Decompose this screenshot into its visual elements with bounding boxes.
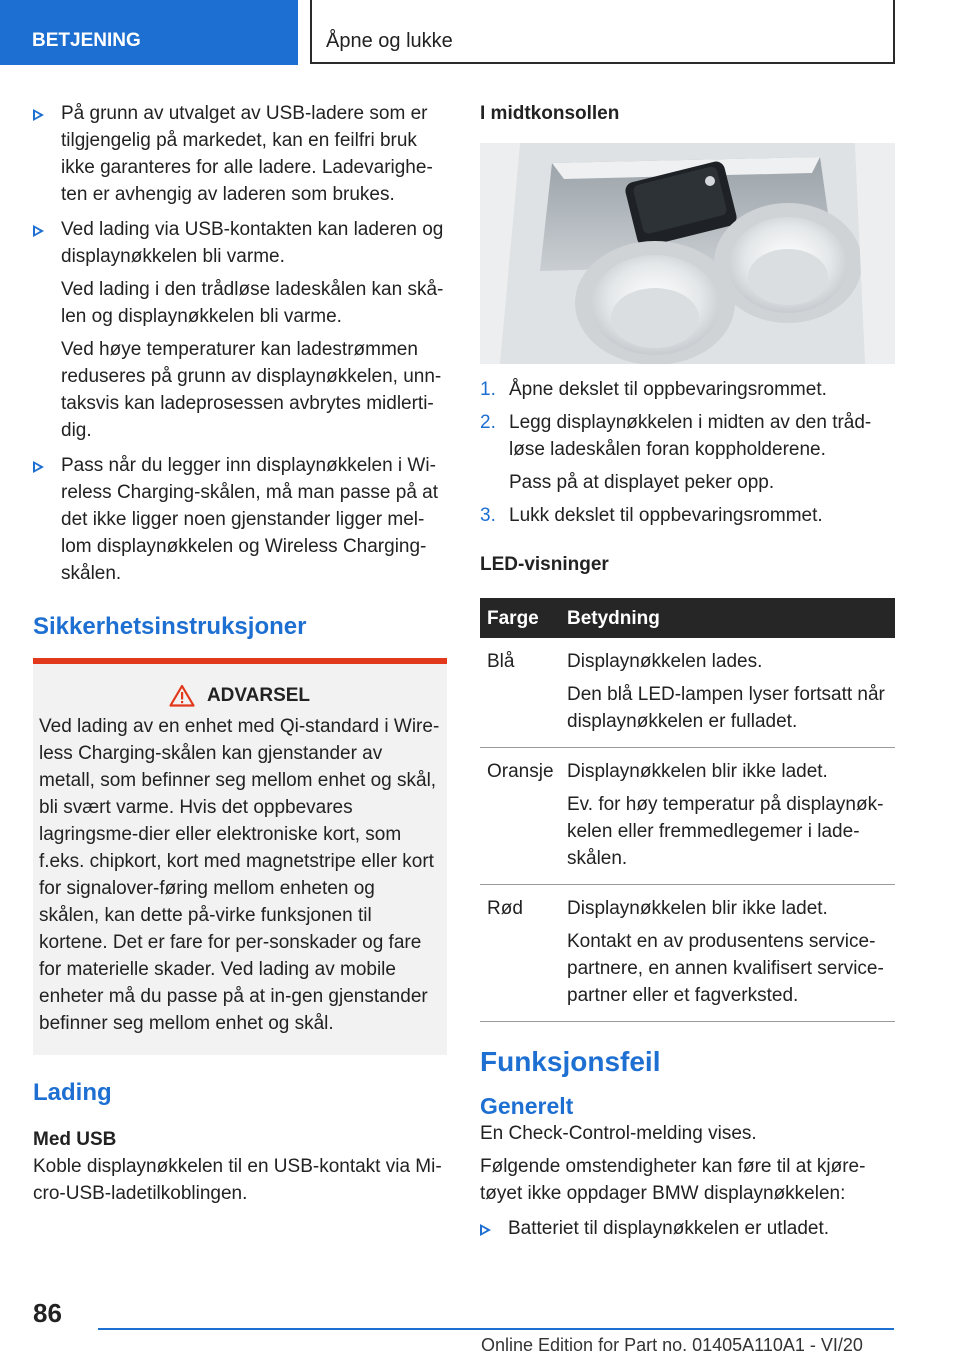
led-heading: LED-visninger — [480, 554, 609, 575]
console-heading: I midtkonsollen — [480, 103, 620, 124]
triangle-bullet-icon — [33, 109, 44, 121]
left-column — [33, 100, 447, 1211]
list-item — [33, 452, 447, 587]
list-item — [480, 1215, 895, 1242]
steps-list — [480, 376, 895, 529]
warning-triangle-icon — [169, 684, 195, 707]
page-number: 86 — [33, 1298, 62, 1328]
sub-paragraph: Ved høye temperaturer kan ladestrømmen reduseres på grunn av displaynøkkelen, unn-taksvis kan ladeprosessen avbrytes midlerti-dig. — [61, 339, 442, 441]
malfunction-heading: Funksjonsfeil — [480, 1046, 661, 1077]
triangle-bullet-icon — [33, 225, 44, 237]
table-header-color: Farge — [480, 598, 567, 638]
list-item — [33, 100, 447, 208]
center-console-photo — [480, 143, 895, 364]
page-title: Åpne og lukke — [310, 0, 895, 64]
table-row: Oransje Displaynøkkelen blir ikke ladet. Ev. for høy temperatur på displaynøk-kelen eller fremmedlegemer i lade-skålen. — [480, 748, 895, 885]
general-text-1: En Check-Control-melding vises. — [480, 1123, 757, 1144]
list-item-text: På grunn av utvalget av USB-ladere som er tilgjengelig på markedet, kan en feilfri bruk ikke garanteres for alle ladere. Ladevarighe-ten er avhengig av laderen som brukes. — [61, 103, 433, 205]
list-item-text: Ved lading via USB-kontakten kan laderen og displaynøkkelen bli varme. — [61, 219, 444, 267]
section-label: BETJENING — [0, 0, 298, 65]
step-note: Pass på at displayet peker opp. — [509, 472, 775, 493]
usb-heading: Med USB — [33, 1129, 117, 1150]
table-row: Rød Displaynøkkelen blir ikke ladet. Kontakt en av produsentens service-partnere, en annen kvalifisert service-partner eller et fagverksted. — [480, 885, 895, 1022]
sub-paragraph: Ved lading i den trådløse ladeskålen kan skå-len og displaynøkkelen bli varme. — [61, 279, 444, 327]
warning-title: ADVARSEL — [39, 682, 440, 709]
step-item: 2. Legg displaynøkkelen i midten av den tråd-løse ladeskålen foran koppholderene. — [480, 412, 872, 460]
list-item — [33, 216, 447, 444]
list-item-text: Batteriet til displaynøkkelen er utladet. — [508, 1218, 830, 1239]
triangle-bullet-icon — [480, 1224, 491, 1236]
general-text-2: Følgende omstendigheter kan føre til at kjøre-tøyet ikke oppdager BMW displaynøkkelen: — [480, 1156, 866, 1204]
footer-divider — [98, 1328, 894, 1330]
table-row: Blå Displaynøkkelen lades. Den blå LED-lampen lyser fortsatt når displaynøkkelen er fulladet. — [480, 638, 895, 748]
led-table — [480, 598, 895, 1022]
general-heading: Generelt — [480, 1093, 574, 1119]
warning-text: Ved lading av en enhet med Qi-standard i Wire-less Charging-skålen kan gjenstander av metall, som befinner seg mellom enhet og skål, bli svært varme. Hvis det oppbevares lagringsme-dier eller elektroniske kort, som f.eks. chipkort, kort med magnetstripe eller kort for signalover-føring mellom enheten og skålen, kan dette på-virke funksjonen til kortene. Det er fare for per-sonskader og fare for materielle skader. Ved lading av mobile enheter må du passe på at in-gen gjenstander befinner seg mellom enhet og skål. — [39, 716, 440, 1034]
right-column — [480, 100, 895, 1250]
usb-text: Koble displaynøkkelen til en USB-kontakt via Mi-cro-USB-ladetilkoblingen. — [33, 1156, 442, 1204]
step-item: 1. Åpne dekslet til oppbevaringsrommet. — [480, 379, 827, 400]
triangle-bullet-icon — [33, 461, 44, 473]
safety-heading: Sikkerhetsinstruksjoner — [33, 613, 307, 640]
warning-box — [33, 658, 447, 1055]
edition-text: Online Edition for Part no. 01405A110A1 - VI/20 — [481, 1335, 863, 1355]
step-item: 3. Lukk dekslet til oppbevaringsrommet. — [480, 505, 823, 526]
lading-heading: Lading — [33, 1079, 112, 1106]
list-item-text: Pass når du legger inn displaynøkkelen i Wi-reless Charging-skålen, må man passe på at det ikke ligger noen gjenstander ligger mel-lom displaynøkkelen og Wireless Charging-skålen. — [61, 455, 439, 584]
table-header-meaning: Betydning — [567, 598, 895, 638]
